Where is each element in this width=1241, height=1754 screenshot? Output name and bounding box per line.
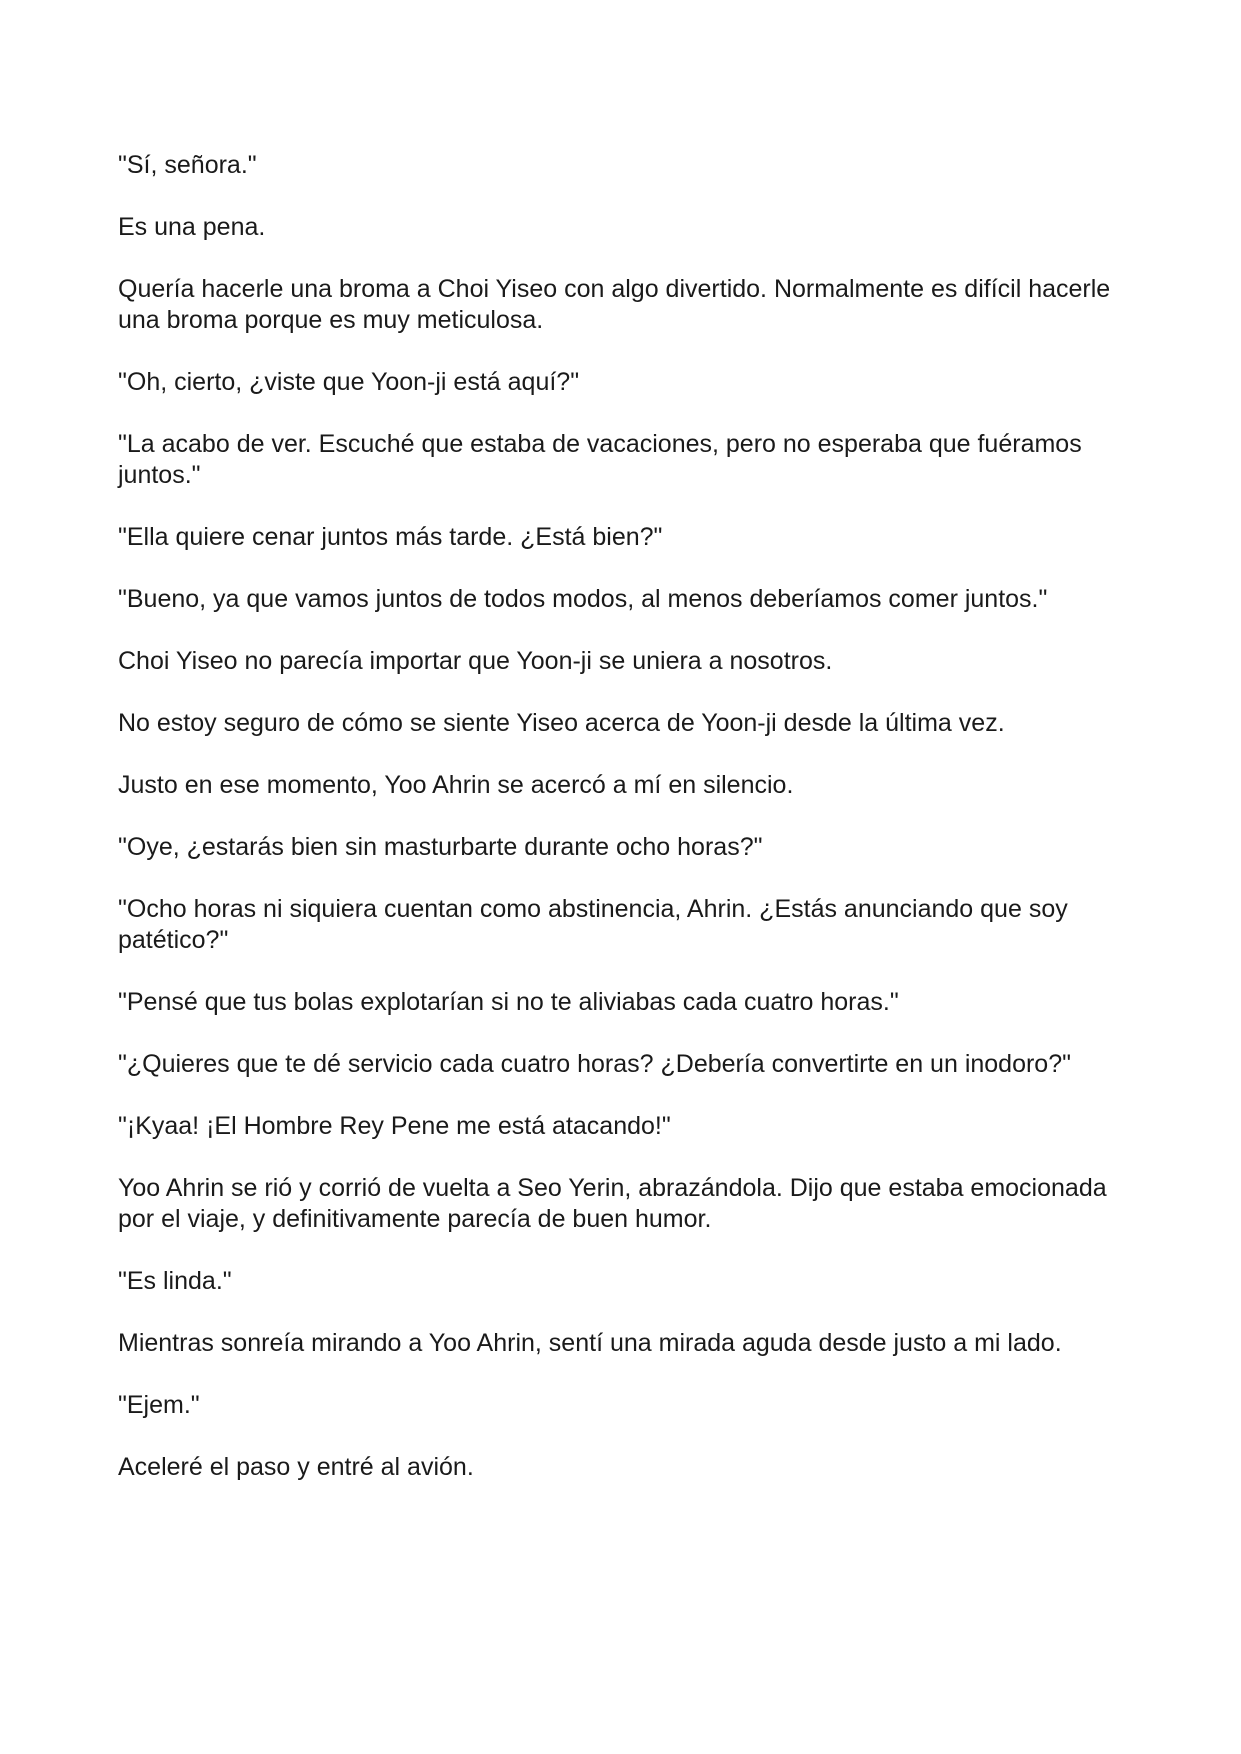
paragraph: Yoo Ahrin se rió y corrió de vuelta a Seo Yerin, abrazándola. Dijo que estaba emocionada por el viaje, y definitivamente parecía de buen humor. <box>118 1174 1107 1233</box>
paragraph: Es una pena. <box>118 213 266 241</box>
paragraph: "Ocho horas ni siquiera cuentan como abstinencia, Ahrin. ¿Estás anunciando que soy patético?" <box>118 895 1068 954</box>
paragraph: "¡Kyaa! ¡El Hombre Rey Pene me está atacando!" <box>118 1112 671 1140</box>
paragraph: "Ejem." <box>118 1391 200 1419</box>
paragraph: Choi Yiseo no parecía importar que Yoon-ji se uniera a nosotros. <box>118 647 833 675</box>
paragraph: "Bueno, ya que vamos juntos de todos modos, al menos deberíamos comer juntos." <box>118 585 1048 613</box>
paragraph: "Oh, cierto, ¿viste que Yoon-ji está aquí?" <box>118 368 580 396</box>
paragraph: "Sí, señora." <box>118 151 257 179</box>
paragraph: Quería hacerle una broma a Choi Yiseo con algo divertido. Normalmente es difícil hacerle una broma porque es muy meticulosa. <box>118 275 1111 334</box>
paragraph: "Ella quiere cenar juntos más tarde. ¿Está bien?" <box>118 523 663 551</box>
paragraph: Justo en ese momento, Yoo Ahrin se acercó a mí en silencio. <box>118 771 794 799</box>
paragraph: No estoy seguro de cómo se siente Yiseo acerca de Yoon-ji desde la última vez. <box>118 709 1005 737</box>
paragraph: Mientras sonreía mirando a Yoo Ahrin, sentí una mirada aguda desde justo a mi lado. <box>118 1329 1062 1357</box>
paragraph: "¿Quieres que te dé servicio cada cuatro horas? ¿Debería convertirte en un inodoro?" <box>118 1050 1071 1078</box>
paragraph: "Oye, ¿estarás bien sin masturbarte durante ocho horas?" <box>118 833 763 861</box>
paragraph: Aceleré el paso y entré al avión. <box>118 1453 474 1481</box>
paragraph: "Pensé que tus bolas explotarían si no te aliviabas cada cuatro horas." <box>118 988 899 1016</box>
paragraph: "Es linda." <box>118 1267 232 1295</box>
paragraph: "La acabo de ver. Escuché que estaba de vacaciones, pero no esperaba que fuéramos juntos." <box>118 430 1082 489</box>
document-body <box>118 150 1118 1514</box>
